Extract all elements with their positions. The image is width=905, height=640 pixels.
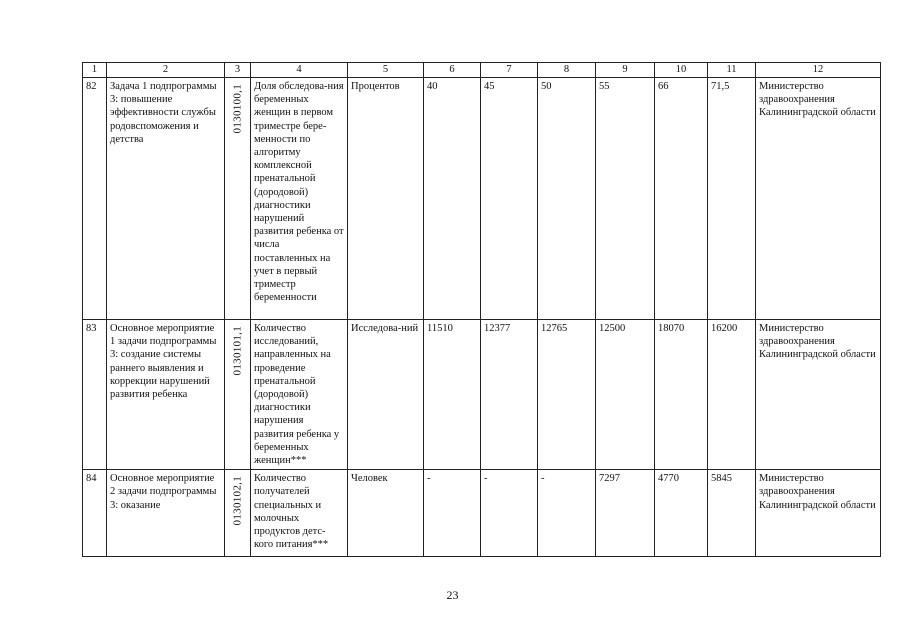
row-code-cell — [225, 320, 251, 470]
row-unit: Человек — [348, 470, 424, 557]
header-cell: 8 — [538, 63, 596, 78]
row-code: 0130101,1 — [230, 326, 243, 376]
row-indicator: Количество получателей специальных и молочных продуктов детс-кого питания*** — [251, 470, 348, 557]
row-code: 0130102,1 — [230, 476, 243, 526]
row-indicator: Количество исследований, направленных на проведение пренатальной (дородовой) диагностики нарушения развития ребенка у беременных женщин*** — [251, 320, 348, 470]
row-value: - — [481, 470, 538, 557]
row-number: 83 — [83, 320, 107, 470]
row-code-cell — [225, 470, 251, 557]
row-responsible: Министерство здравоохранения Калининградской области — [756, 470, 881, 557]
row-value: 18070 — [655, 320, 708, 470]
header-cell: 10 — [655, 63, 708, 78]
row-responsible: Министерство здравоохранения Калининградской области — [756, 320, 881, 470]
header-cell: 3 — [225, 63, 251, 78]
header-cell: 5 — [348, 63, 424, 78]
row-name: Задача 1 подпрограммы 3: повышение эффективности службы родовспоможения и детства — [107, 78, 225, 320]
row-value: 66 — [655, 78, 708, 320]
row-value: 45 — [481, 78, 538, 320]
row-value: 12765 — [538, 320, 596, 470]
header-cell: 7 — [481, 63, 538, 78]
row-unit: Процентов — [348, 78, 424, 320]
page-number: 23 — [446, 588, 459, 602]
row-code: 0130100,1 — [230, 84, 243, 134]
row-number: 82 — [83, 78, 107, 320]
row-value: 55 — [596, 78, 655, 320]
row-indicator: Доля обследова-ния беременных женщин в первом триместре бере-менности по алгоритму комплексной пренатальной (дородовой) диагностики нарушений развития ребенка от числа поставленных на учет в первый триместр беременности — [251, 78, 348, 320]
header-cell: 4 — [251, 63, 348, 78]
row-value: - — [538, 470, 596, 557]
row-value: 12500 — [596, 320, 655, 470]
row-value: 71,5 — [708, 78, 756, 320]
row-value: 12377 — [481, 320, 538, 470]
row-number: 84 — [83, 470, 107, 557]
row-unit: Исследова-ний — [348, 320, 424, 470]
row-responsible: Министерство здравоохранения Калининградской области — [756, 78, 881, 320]
row-value: 40 — [424, 78, 481, 320]
header-row — [83, 63, 881, 78]
table-row — [83, 78, 881, 320]
table-row — [83, 320, 881, 470]
header-cell: 6 — [424, 63, 481, 78]
row-value: 7297 — [596, 470, 655, 557]
row-name: Основное мероприятие 1 задачи подпрограммы 3: создание системы раннего выявления и коррекции нарушений развития ребенка — [107, 320, 225, 470]
table-row — [83, 470, 881, 557]
row-value: 50 — [538, 78, 596, 320]
header-cell: 11 — [708, 63, 756, 78]
indicators-table — [82, 62, 881, 557]
header-cell: 9 — [596, 63, 655, 78]
row-code-cell — [225, 78, 251, 320]
header-cell: 2 — [107, 63, 225, 78]
header-cell: 12 — [756, 63, 881, 78]
row-value: 16200 — [708, 320, 756, 470]
row-value: 4770 — [655, 470, 708, 557]
row-value: 5845 — [708, 470, 756, 557]
row-value: - — [424, 470, 481, 557]
row-name: Основное мероприятие 2 задачи подпрограммы 3: оказание — [107, 470, 225, 557]
header-cell: 1 — [83, 63, 107, 78]
row-value: 11510 — [424, 320, 481, 470]
